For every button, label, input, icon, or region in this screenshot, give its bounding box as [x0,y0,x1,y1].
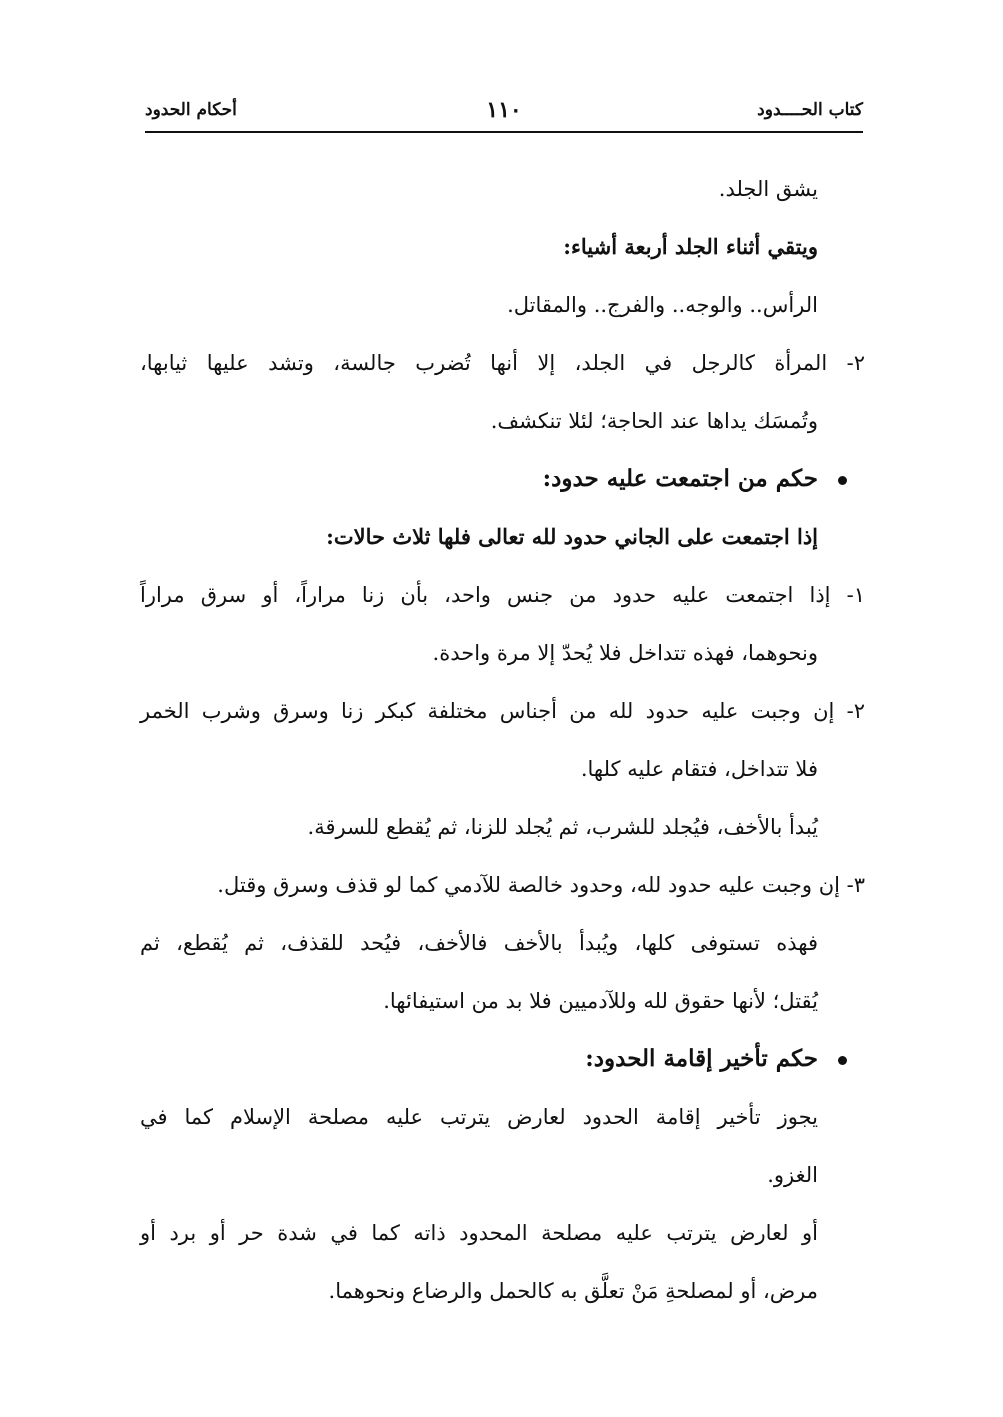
paragraph-line: يُقتل؛ لأنها حقوق لله وللآدميين فلا بد من استيفائها. [383,989,818,1013]
section-heading [140,1030,865,1088]
numbered-item-line: ٢- إن وجبت عليه حدود لله من أجناس مختلفة كبكر زنا وسرق وشرب الخمر [140,699,865,723]
paragraph-line: فلا تتداخل، فتقام عليه كلها. [580,757,818,781]
page-body [140,160,865,1320]
paragraph-line: مرض، أو لمصلحةِ مَنْ تعلَّق به كالحمل والرضاع ونحوهما. [328,1279,818,1303]
numbered-item-line: ٢- المرأة كالرجل في الجلد، إلا أنها تُضرب جالسة، وتشد عليها ثيابها، [140,351,865,375]
paragraph-line: يشق الجلد. [718,177,818,201]
subheading-line: إذا اجتمعت على الجاني حدود لله تعالى فلها ثلاث حالات: [326,524,818,549]
book-title: كتاب الحــــدود [757,100,863,120]
paragraph-line: الرأس.. والوجه.. والفرج.. والمقاتل. [507,293,818,317]
paragraph-line: وتُمسَك يداها عند الحاجة؛ لئلا تنكشف. [490,409,818,433]
section-heading [140,450,865,508]
paragraph-line: يجوز تأخير إقامة الحدود لعارض يترتب عليه مصلحة الإسلام كما في [140,1105,818,1129]
paragraph-line: الغزو. [767,1163,818,1187]
paragraph-line: يُبدأ بالأخف، فيُجلد للشرب، ثم يُجلد للزنا، ثم يُقطع للسرقة. [307,815,818,839]
chapter-title: أحكام الحدود [145,100,237,120]
numbered-item-line: ١- إذا اجتمعت عليه حدود من جنس واحد، بأن زنا مراراً، أو سرق مراراً [140,583,865,607]
subheading-line: ويتقي أثناء الجلد أربعة أشياء: [563,234,818,259]
paragraph-line: أو لعارض يترتب عليه مصلحة المحدود ذاته كما في شدة حر أو برد أو [140,1221,818,1245]
bullet-icon [838,476,847,485]
header-divider [145,131,863,133]
paragraph-line: فهذه تستوفى كلها، ويُبدأ بالأخف فالأخف، فيُحد للقذف، ثم يُقطع، ثم [140,931,818,955]
paragraph-line: ونحوهما، فهذه تتداخل فلا يُحدّ إلا مرة واحدة. [432,641,818,665]
page-header [145,97,863,128]
section-heading-text: حكم من اجتمعت عليه حدود: [542,465,818,492]
page-number: ١١٠ [486,97,522,123]
numbered-item-line: ٣- إن وجبت عليه حدود لله، وحدود خالصة للآدمي كما لو قذف وسرق وقتل. [217,873,865,897]
section-heading-text: حكم تأخير إقامة الحدود: [585,1045,818,1072]
bullet-icon [838,1056,847,1065]
